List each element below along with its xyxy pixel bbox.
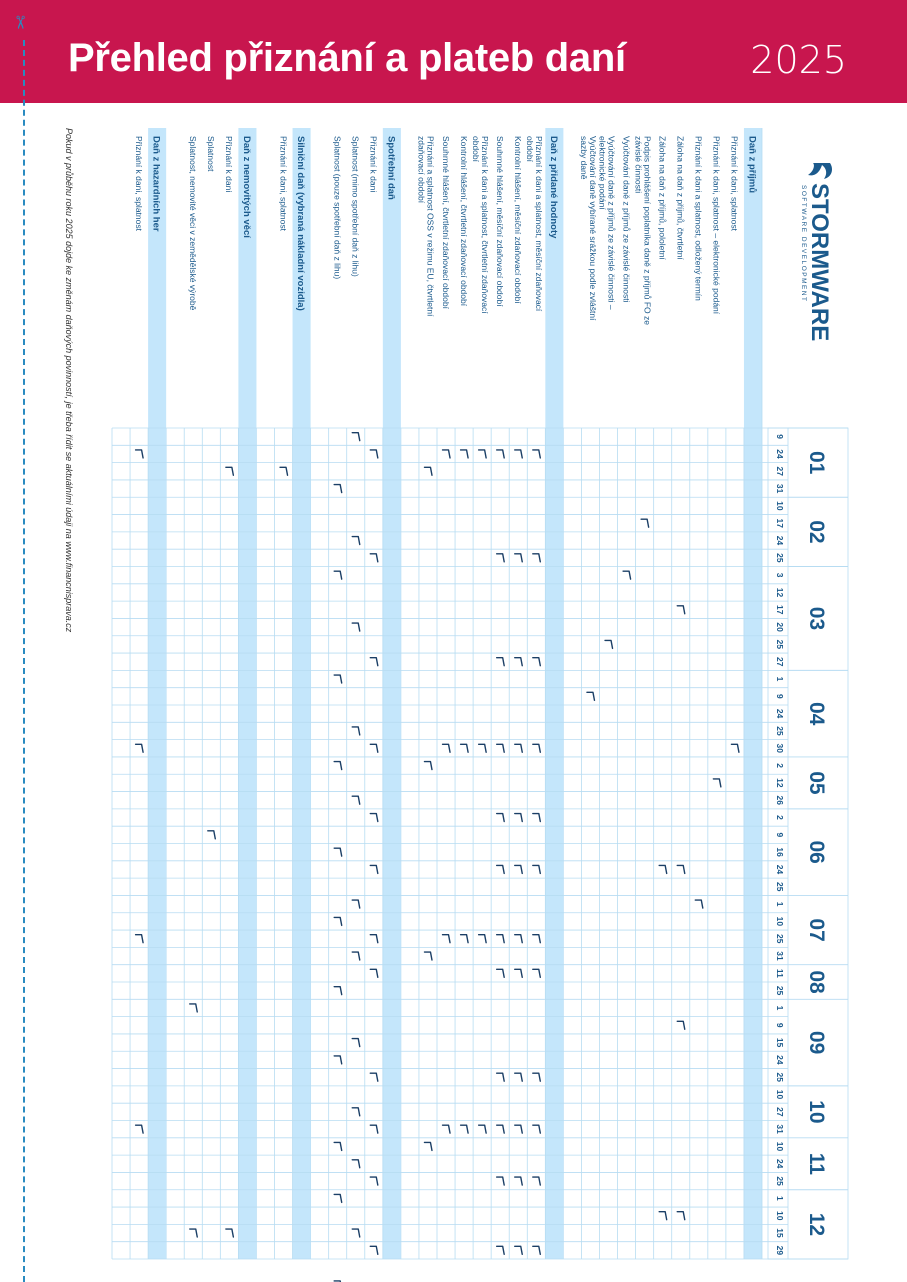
checkmark-icon — [190, 1229, 198, 1237]
checkmark-icon — [497, 554, 505, 562]
month-label: 03 — [805, 606, 828, 631]
day-label: 25 — [775, 985, 785, 996]
checkmark-icon — [659, 865, 667, 873]
checkmark-icon — [443, 935, 451, 943]
row-label-line: závislé činnosti — [633, 136, 644, 194]
month-label: 06 — [805, 840, 828, 864]
day-label: 20 — [775, 622, 785, 632]
day-label: 24 — [775, 449, 785, 459]
month-label: 02 — [805, 520, 828, 544]
checkmark-icon — [461, 935, 469, 943]
row-label: Záloha na daň z příjmů, čtvrtletní — [675, 136, 686, 260]
checkmark-icon — [370, 744, 378, 752]
checkmark-icon — [497, 1073, 505, 1081]
day-label: 9 — [775, 693, 785, 699]
checkmark-icon — [515, 450, 523, 458]
checkmark-icon — [352, 900, 360, 908]
section-band — [545, 128, 563, 1259]
row-label-line: období — [470, 136, 481, 162]
day-label: 27 — [775, 466, 785, 477]
day-label: 10 — [775, 1141, 785, 1152]
section-title: Silniční daň (vybraná nákladní vozidla) — [294, 136, 306, 311]
row-label: Kontrolní hlášení, čtvrtletní zdaňovací období — [458, 136, 469, 307]
row-label: Přiznání k dani — [368, 136, 379, 193]
checkmark-icon — [533, 554, 541, 562]
year-label: 2025 — [750, 38, 847, 82]
row-label: Splatnost (mimo spotřební daň z lihu) — [350, 136, 361, 277]
day-label: 29 — [775, 1245, 785, 1256]
checkmark-icon — [370, 450, 378, 458]
checkmark-icon — [533, 744, 541, 752]
row-label — [579, 136, 598, 321]
day-label: 25 — [775, 882, 785, 892]
row-label: Záloha na daň z příjmů, pololetní — [657, 136, 668, 260]
row-label-line: elektronické podání — [597, 136, 608, 210]
row-label: Přiznání k dani, splatnost — [729, 136, 740, 231]
checkmark-icon — [424, 1142, 432, 1150]
day-label: 31 — [775, 483, 785, 494]
stormware-logo — [800, 163, 833, 341]
month-label: 12 — [805, 1212, 828, 1237]
checkmark-icon — [443, 1125, 451, 1133]
checkmark-icon — [605, 640, 613, 648]
day-label: 24 — [775, 708, 785, 719]
day-label: 25 — [775, 933, 785, 944]
checkmark-icon — [352, 433, 360, 441]
row-label — [525, 136, 544, 312]
scissors-icon: ✂ — [9, 14, 31, 31]
day-label: 9 — [775, 434, 785, 440]
day-label: 2 — [775, 815, 785, 820]
checkmark-icon — [731, 744, 739, 752]
checkmark-icon — [515, 1125, 523, 1133]
row-label-line: sazby daně — [579, 136, 590, 180]
checkmark-icon — [136, 1125, 144, 1133]
checkmark-icon — [352, 1229, 360, 1237]
checkmark-icon — [370, 1246, 378, 1254]
checkmark-icon — [461, 450, 469, 458]
checkmark-icon — [370, 865, 378, 873]
logo-name: STORMWARE — [806, 183, 833, 342]
month-label: 10 — [805, 1100, 828, 1124]
checkmark-icon — [334, 1056, 342, 1064]
row-label-line: Přiznání k dani a splatnost, čtvrtletní zdaňovací — [479, 136, 490, 314]
row-label-line: období — [525, 136, 536, 162]
checkmark-icon — [461, 744, 469, 752]
month-label: 01 — [805, 450, 828, 475]
day-label: 1 — [775, 676, 785, 682]
checkmark-icon — [515, 865, 523, 873]
checkmark-icon — [352, 1039, 360, 1047]
day-label: 2 — [775, 763, 785, 768]
page-title: Přehled přiznání a plateb daní — [68, 36, 626, 80]
checkmark-icon — [515, 1073, 523, 1081]
logo-mark-icon — [808, 163, 832, 179]
month-label: 04 — [805, 701, 828, 726]
checkmark-icon — [659, 1212, 667, 1220]
checkmark-icon — [443, 744, 451, 752]
month-label: 08 — [805, 970, 828, 994]
checkmark-icon — [677, 1212, 685, 1220]
row-label — [597, 136, 616, 310]
checkmark-icon — [533, 969, 541, 977]
checkmark-icon — [497, 865, 505, 873]
checkmark-icon — [424, 952, 432, 960]
day-label: 10 — [775, 501, 785, 511]
checkmark-icon — [334, 762, 342, 770]
checkmark-icon — [334, 1194, 342, 1202]
checkmark-icon — [533, 814, 541, 822]
day-label: 15 — [775, 1037, 785, 1048]
section-band — [744, 128, 762, 1259]
section-title: Daň z přidané hodnoty — [547, 136, 559, 239]
row-label-line: Vyúčtování daně vybírané srážkou podle zvláštní — [588, 136, 599, 321]
checkmark-icon — [461, 1125, 469, 1133]
checkmark-icon — [370, 658, 378, 666]
day-label: 10 — [775, 1089, 785, 1100]
section-title: Daň z nemovitých věcí — [240, 136, 252, 238]
row-label: Splatnost (pouze spotřební daň z lihu) — [332, 136, 343, 280]
checkmark-icon — [479, 744, 487, 752]
checkmark-icon — [677, 1021, 685, 1029]
day-label: 11 — [775, 968, 785, 978]
day-label: 25 — [775, 1072, 785, 1082]
row-label: Přiznání k dani — [224, 136, 235, 193]
checkmark-icon — [677, 606, 685, 614]
checkmark-icon — [370, 1177, 378, 1185]
checkmark-icon — [479, 935, 487, 943]
row-label: Přiznání k dani, splatnost — [278, 136, 289, 231]
checkmark-icon — [497, 969, 505, 977]
checkmark-icon — [533, 1073, 541, 1081]
checkmark-icon — [515, 1246, 523, 1254]
checkmark-icon — [280, 467, 288, 475]
checkmark-icon — [515, 814, 523, 822]
day-label: 25 — [775, 1176, 785, 1186]
day-label: 17 — [775, 518, 785, 528]
checkmark-icon — [334, 917, 342, 925]
row-label — [417, 136, 436, 317]
footnote-text: Pokud v průběhu roku 2025 dojde ke změnám daňových povinností, je třeba řídit se aktuálními údaji na www.financnisprava.cz — [64, 128, 74, 633]
checkmark-icon — [623, 571, 631, 579]
day-label: 24 — [775, 864, 785, 875]
checkmark-icon — [533, 1246, 541, 1254]
row-label: Souhrnné hlášení, měsíční zdaňovací období — [494, 136, 505, 307]
checkmark-icon — [497, 744, 505, 752]
row-label-line: Podpis prohlášení poplatníka daně z příjmů FO ze — [642, 136, 653, 325]
checkmark-icon — [370, 935, 378, 943]
day-label: 25 — [775, 639, 785, 650]
checkmark-icon — [533, 935, 541, 943]
checkmark-icon — [352, 952, 360, 960]
checkmark-icon — [515, 744, 523, 752]
row-label: Vyúčtování daně z příjmů ze závislé činnosti — [621, 136, 632, 303]
logo-tagline: SOFTWARE DEVELOPMENT — [800, 185, 807, 303]
section-band — [238, 128, 256, 1259]
checkmark-icon — [497, 814, 505, 822]
checkmark-icon — [424, 762, 432, 770]
day-label: 24 — [775, 1159, 785, 1169]
checkmark-icon — [352, 1108, 360, 1116]
day-label: 1 — [775, 1196, 785, 1201]
checkmark-icon — [497, 1177, 505, 1185]
day-label: 1 — [775, 901, 785, 907]
checkmark-icon — [208, 831, 216, 839]
checkmark-icon — [497, 1125, 505, 1133]
checkmark-icon — [497, 450, 505, 458]
checkmark-icon — [515, 935, 523, 943]
checkmark-icon — [334, 485, 342, 493]
checkmark-icon — [370, 814, 378, 822]
checkmark-icon — [226, 1229, 234, 1237]
month-label: 09 — [805, 1030, 828, 1055]
checkmark-icon — [334, 1142, 342, 1150]
checkmark-icon — [497, 1246, 505, 1254]
checkmark-icon — [443, 450, 451, 458]
day-label: 31 — [775, 1124, 785, 1134]
checkmark-icon — [136, 450, 144, 458]
checkmark-icon — [334, 675, 342, 683]
day-label: 12 — [775, 778, 785, 788]
checkmark-icon — [370, 969, 378, 977]
day-label: 26 — [775, 795, 785, 805]
checkmark-icon — [695, 900, 703, 908]
checkmark-icon — [370, 1073, 378, 1081]
checkmark-icon — [334, 987, 342, 995]
section-band — [383, 128, 401, 1259]
day-label: 9 — [775, 832, 785, 838]
checkmark-icon — [352, 537, 360, 545]
row-label-line: Přiznání k dani a splatnost, měsíční zdaňovací — [534, 136, 545, 312]
day-label: 25 — [775, 553, 785, 563]
checkmark-icon — [334, 848, 342, 856]
section-band — [148, 128, 166, 1259]
checkmark-icon — [352, 1160, 360, 1168]
checkmark-icon — [533, 450, 541, 458]
section-title: Daň z hazardních her — [150, 136, 162, 232]
day-label: 3 — [775, 572, 785, 578]
day-label: 25 — [775, 726, 785, 736]
day-label: 12 — [775, 587, 785, 598]
checkmark-icon — [136, 935, 144, 943]
checkmark-icon — [352, 727, 360, 735]
row-label: Souhrnné hlášení, čtvrtletní zdaňovací období — [440, 136, 451, 309]
checkmark-icon — [497, 935, 505, 943]
checkmark-icon — [352, 623, 360, 631]
day-label: 1 — [775, 1005, 785, 1011]
day-label: 27 — [775, 1107, 785, 1117]
checkmark-icon — [515, 554, 523, 562]
day-label: 24 — [775, 1055, 785, 1065]
row-label-line: Vyúčtování daně z příjmů ze závislé činnosti – — [606, 136, 617, 310]
row-label: Splatnost — [206, 136, 217, 172]
checkmark-icon — [479, 1125, 487, 1133]
checkmark-icon — [370, 1125, 378, 1133]
checkmark-icon — [497, 658, 505, 666]
checkmark-icon — [370, 554, 378, 562]
checkmark-icon — [515, 658, 523, 666]
row-label: Přiznání k dani, splatnost – elektronické podání — [711, 136, 722, 315]
checkmark-icon — [641, 519, 649, 527]
checkmark-icon — [587, 692, 595, 700]
month-label: 11 — [805, 1152, 828, 1175]
row-label: Přiznání k dani a splatnost, odložený termín — [693, 136, 704, 301]
checkmark-icon — [677, 865, 685, 873]
section-title: Daň z příjmů — [746, 136, 758, 194]
day-label: 17 — [775, 605, 785, 615]
checkmark-icon — [190, 1004, 198, 1012]
day-label: 10 — [775, 916, 785, 927]
month-label: 07 — [805, 918, 828, 942]
day-label: 31 — [775, 951, 785, 961]
checkmark-icon — [424, 467, 432, 475]
day-label: 24 — [775, 535, 785, 546]
row-label — [633, 136, 652, 325]
checkmark-icon — [226, 467, 234, 475]
row-label-line: zdaňovací období — [416, 136, 427, 204]
row-label: Splatnost, nemovité věci v zemědělské výrobě — [188, 136, 198, 311]
checkmark-icon — [515, 969, 523, 977]
day-label: 15 — [775, 1228, 785, 1238]
row-label-line: Přiznání a splatnost OSS v režimu EU, čtvrtletní — [425, 136, 436, 317]
checkmark-icon — [479, 450, 487, 458]
checkmark-icon — [533, 1125, 541, 1133]
checkmark-icon — [352, 796, 360, 804]
section-title: Spotřební daň — [385, 136, 397, 200]
checkmark-icon — [713, 779, 721, 787]
row-label — [471, 136, 490, 314]
day-label: 9 — [775, 1022, 785, 1028]
day-label: 27 — [775, 656, 785, 667]
checkmark-icon — [136, 744, 144, 752]
row-label: Kontrolní hlášení, měsíční zdaňovací období — [513, 136, 523, 304]
row-label: Přiznání k dani, splatnost — [133, 136, 144, 231]
checkmark-icon — [533, 1177, 541, 1185]
month-label: 05 — [805, 771, 828, 795]
day-label: 10 — [775, 1210, 785, 1221]
checkmark-icon — [334, 571, 342, 579]
day-label: 30 — [775, 743, 785, 754]
checkmark-icon — [533, 865, 541, 873]
day-label: 16 — [775, 847, 785, 857]
checkmark-icon — [533, 658, 541, 666]
checkmark-icon — [515, 1177, 523, 1185]
